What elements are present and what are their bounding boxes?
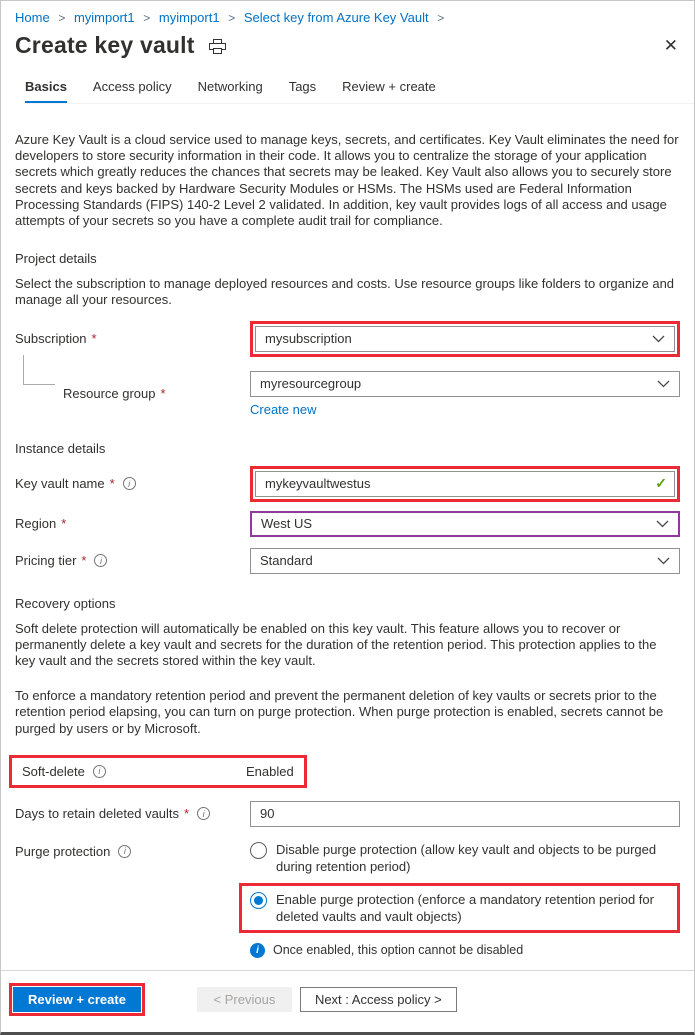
checkmark-icon: ✓ xyxy=(655,474,667,491)
pricing-tier-label xyxy=(15,553,250,568)
tab-tags[interactable]: Tags xyxy=(288,79,317,94)
enable-purge-protection-highlight-box xyxy=(239,883,680,933)
purge-protection-row xyxy=(15,841,680,958)
resource-group-row xyxy=(15,371,680,417)
pricing-tier-dropdown[interactable] xyxy=(250,548,680,574)
chevron-down-icon xyxy=(657,380,670,388)
breadcrumb xyxy=(1,1,694,25)
subscription-value: mysubscription xyxy=(265,331,352,347)
instance-details-heading: Instance details xyxy=(15,440,106,456)
enable-purge-protection-label: Enable purge protection (enforce a mandatory retention period for deleted vaults and vault objects) xyxy=(276,891,654,924)
service-description: Azure Key Vault is a cloud service used to manage keys, secrets, and certificates. Key Vault eliminates the need for developers to store security information in their code. It allows you to centralize the storage of your application secrets which greatly reduces the chances that secrets may be leaked. Key Vault also allows you to securely store secrets and keys backed by Hardware Security Modules or HSMs. The HSMs used are Federal Information Processing Standards (FIPS) 140-2 Level 2 validated. In addition, key vault provides logs of all access and usage attempts of your secrets so you have a complete audit trail for compliance. xyxy=(15,132,679,229)
disable-purge-protection-option[interactable] xyxy=(250,841,680,875)
info-icon[interactable]: i xyxy=(197,807,210,820)
retention-days-label-text: Days to retain deleted vaults xyxy=(15,806,180,822)
required-marker: * xyxy=(109,476,115,492)
retention-days-row xyxy=(15,801,680,827)
breadcrumb-home[interactable]: Home xyxy=(15,10,50,25)
subscription-row xyxy=(15,321,680,357)
chevron-down-icon xyxy=(652,335,665,343)
region-label xyxy=(15,516,250,531)
info-icon[interactable]: i xyxy=(93,765,106,778)
region-row xyxy=(15,511,680,537)
required-marker: * xyxy=(184,806,190,822)
info-icon[interactable]: i xyxy=(118,845,131,858)
soft-delete-value: Enabled xyxy=(246,763,294,779)
breadcrumb-separator: > xyxy=(58,11,66,25)
close-icon[interactable]: ✕ xyxy=(663,36,678,55)
resource-group-value: myresourcegroup xyxy=(260,376,362,392)
purge-protection-label-text: Purge protection xyxy=(15,843,111,859)
required-marker: * xyxy=(160,386,166,402)
key-vault-name-label-text: Key vault name xyxy=(15,476,105,492)
tab-access-policy[interactable]: Access policy xyxy=(92,79,172,94)
basics-tab-content xyxy=(1,132,694,958)
key-vault-name-input[interactable] xyxy=(255,471,675,497)
previous-button[interactable]: < Previous xyxy=(197,987,292,1012)
key-vault-name-row xyxy=(15,466,680,502)
purge-note-text: Once enabled, this option cannot be disabled xyxy=(273,943,524,958)
info-icon[interactable]: i xyxy=(123,477,136,490)
key-vault-name-highlight-box xyxy=(250,466,680,502)
required-marker: * xyxy=(61,516,67,532)
enable-purge-protection-option[interactable] xyxy=(250,891,669,925)
pricing-tier-row xyxy=(15,548,680,574)
recovery-options-heading: Recovery options xyxy=(15,595,116,611)
breadcrumb-select-key[interactable]: Select key from Azure Key Vault xyxy=(243,10,429,25)
project-details-heading: Project details xyxy=(15,251,97,267)
resource-group-label xyxy=(15,386,250,401)
subscription-label-text: Subscription xyxy=(15,331,87,347)
breadcrumb-myimport1-b[interactable]: myimport1 xyxy=(158,10,220,25)
retention-days-label xyxy=(15,806,250,821)
subscription-label xyxy=(15,331,250,346)
soft-delete-highlight-box xyxy=(9,755,307,788)
region-label-text: Region xyxy=(15,516,57,532)
pricing-tier-value: Standard xyxy=(260,553,313,569)
page-title: Create key vault xyxy=(15,32,195,58)
review-create-button[interactable]: Review + create xyxy=(13,987,141,1012)
retention-days-input[interactable] xyxy=(250,801,680,827)
subscription-highlight-box xyxy=(250,321,680,357)
print-icon[interactable] xyxy=(209,39,226,56)
create-new-link[interactable]: Create new xyxy=(250,401,317,417)
project-details-description: Select the subscription to manage deployed resources and costs. Use resource groups like folders to organize and manage all your resources. xyxy=(15,276,675,308)
purge-protection-note xyxy=(250,943,680,958)
tab-networking[interactable]: Networking xyxy=(197,79,263,94)
tab-bar xyxy=(25,79,694,104)
title-row xyxy=(1,25,694,59)
required-marker: * xyxy=(91,331,97,347)
tab-review-create[interactable]: Review + create xyxy=(342,79,436,94)
key-vault-name-label xyxy=(15,476,250,491)
radio-unselected-icon[interactable] xyxy=(250,842,267,859)
pricing-tier-label-text: Pricing tier xyxy=(15,553,77,569)
region-dropdown[interactable] xyxy=(250,511,680,537)
disable-purge-protection-label: Disable purge protection (allow key vault and objects to be purged during retention period) xyxy=(276,841,657,874)
soft-delete-label-text: Soft-delete xyxy=(22,763,85,779)
radio-selected-icon[interactable] xyxy=(250,892,267,909)
region-value: West US xyxy=(261,516,313,532)
breadcrumb-separator: > xyxy=(143,11,151,25)
tab-basics[interactable]: Basics xyxy=(25,79,67,103)
purge-protection-label xyxy=(15,844,250,859)
required-marker: * xyxy=(81,553,87,569)
review-create-highlight-box xyxy=(9,983,145,1016)
resource-group-label-text: Resource group xyxy=(63,386,156,402)
footer-action-bar xyxy=(1,970,694,1032)
next-access-policy-button[interactable]: Next : Access policy > xyxy=(300,987,457,1012)
resource-group-dropdown[interactable] xyxy=(250,371,680,397)
soft-delete-label xyxy=(22,764,246,779)
parent-child-connector-line xyxy=(23,355,55,385)
subscription-dropdown[interactable] xyxy=(255,326,675,352)
breadcrumb-separator: > xyxy=(437,11,445,25)
breadcrumb-myimport1-a[interactable]: myimport1 xyxy=(73,10,135,25)
recovery-paragraph-1: Soft delete protection will automatically be enabled on this key vault. This feature allows you to recover or permanently delete a key vault and secrets for the duration of the retention period. This protection applies to the key vault and the secrets stored within the key vault. xyxy=(15,620,657,669)
info-badge-icon: i xyxy=(250,943,265,958)
chevron-down-icon xyxy=(657,557,670,565)
chevron-down-icon xyxy=(656,520,669,528)
recovery-paragraph-2: To enforce a mandatory retention period and prevent the permanent deletion of key vaults or secrets prior to the retention period elapsing, you can turn on purge protection. When purge protection is enabled, secrets cannot be purged by users or by Microsoft. xyxy=(15,688,664,736)
breadcrumb-separator: > xyxy=(228,11,236,25)
info-icon[interactable]: i xyxy=(94,554,107,567)
